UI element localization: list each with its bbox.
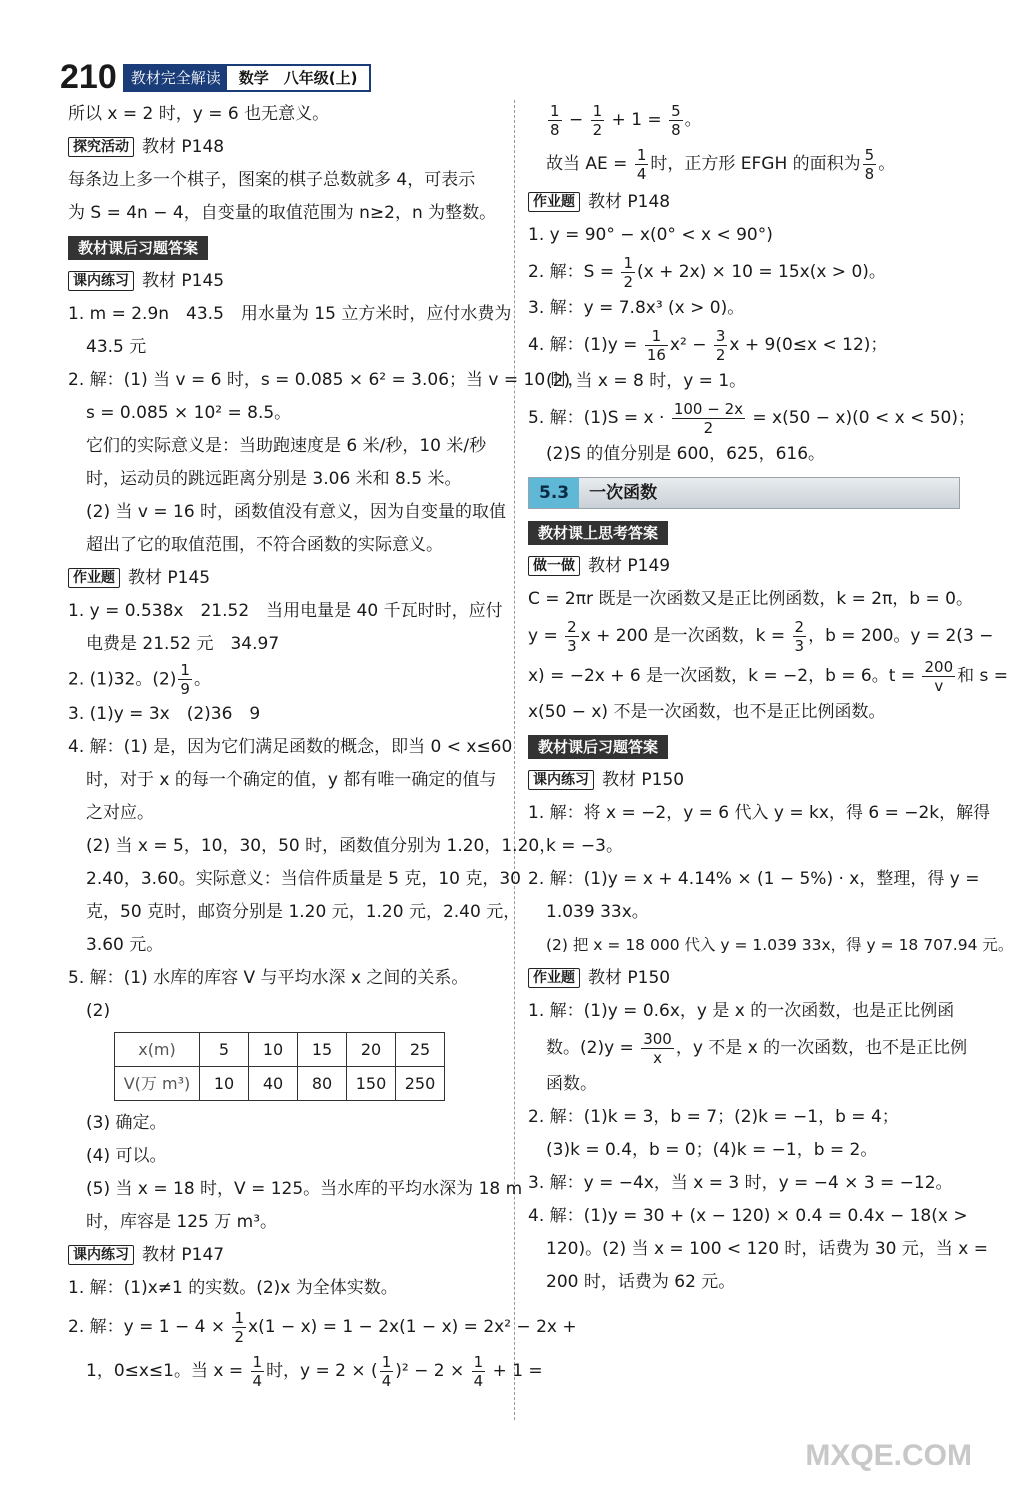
fraction: $\frac{1}{4}$ <box>636 145 647 183</box>
text-line: 1. 解：(1)y = 0.6x，y 是 x 的一次函数，也是正比例函 <box>528 1001 955 1021</box>
textbook-ref: 教材 P148 <box>588 192 671 212</box>
section-band: 教材课后习题答案 <box>528 735 668 759</box>
fraction: $\frac{1}{2}$ <box>592 101 603 139</box>
text-line: 2.40，3.60。实际意义：当信件质量是 5 克，10 克，30 <box>86 869 521 889</box>
text-line: 为 S = 4n − 4，自变量的取值范围为 n≥2，n 为整数。 <box>68 203 497 223</box>
textbook-ref: 教材 P150 <box>602 770 685 790</box>
right-column <box>528 98 1013 1299</box>
text-line: C = 2πr 既是一次函数又是正比例函数，k = 2π，b = 0。 <box>528 589 973 609</box>
column-divider <box>514 100 515 1420</box>
text-line: 1. 解：(1)x≠1 的实数。(2)x 为全体实数。 <box>68 1278 398 1298</box>
header-banner <box>123 64 372 92</box>
math-line: 5. 解：(1)S = x · $\frac{100 - 2x}{2}$ = x(50 − x)(0 < x < 50)； <box>528 399 975 437</box>
text-line: (2) <box>86 1001 111 1021</box>
table-row <box>115 1033 445 1067</box>
math-line: 故当 AE = $\frac{1}{4}$ 时，正方形 EFGH 的面积为 $\frac{5}{8}$ 。 <box>546 145 896 183</box>
fraction: $\frac{5}{8}$ <box>671 101 681 139</box>
table-cell: V(万 m³) <box>115 1067 200 1101</box>
text-line: 之对应。 <box>86 803 154 823</box>
text-line: 200 时，话费为 62 元。 <box>546 1272 736 1292</box>
section-tag: 课内练习 <box>528 770 594 790</box>
table-cell: 15 <box>298 1033 347 1067</box>
math-line: $\frac{1}{8}$ − $\frac{1}{2}$ + 1 = $\frac{5}{8}$ 。 <box>550 101 702 139</box>
text-line: 克，50 克时，邮资分别是 1.20 元，1.20 元，2.40 元， <box>86 902 521 922</box>
text-line: 电费是 21.52 元 34.97 <box>86 634 280 654</box>
text-line: 函数。 <box>546 1074 597 1094</box>
table-cell: 20 <box>347 1033 396 1067</box>
series-title: 教材完全解读 <box>125 66 227 90</box>
text-line: 2. 解：(1)k = 3，b = 7；(2)k = −1，b = 4； <box>528 1107 899 1127</box>
table-cell: 40 <box>249 1067 298 1101</box>
text-line: s = 0.085 × 10² = 8.5。 <box>86 403 292 423</box>
text-line: 所以 x = 2 时，y = 6 也无意义。 <box>68 104 330 124</box>
table-cell: 250 <box>396 1067 445 1101</box>
text-line: (5) 当 x = 18 时，V = 125。当水库的平均水深为 18 m <box>86 1179 523 1199</box>
section-header-bar <box>528 477 960 509</box>
text-line: 3. 解：y = 7.8x³ (x > 0)。 <box>528 298 745 318</box>
fraction: $\frac{1}{4}$ <box>473 1352 484 1390</box>
fraction: $\frac{100 - 2x}{2}$ <box>673 399 743 437</box>
math-line: 数。(2)y = $\frac{300}{x}$ ，y 不是 x 的一次函数，也不是正比例 <box>546 1029 968 1067</box>
text-line: 1. 解：将 x = −2，y = 6 代入 y = kx，得 6 = −2k，解得 <box>528 803 991 823</box>
textbook-ref: 教材 P145 <box>142 271 225 291</box>
fraction: $\frac{1}{4}$ <box>381 1352 392 1390</box>
text-line: (2) 当 v = 16 时，函数值没有意义，因为自变量的取值 <box>86 502 507 522</box>
math-line: 2. 解：S = $\frac{1}{2}$ (x + 2x) × 10 = 15x(x > 0)。 <box>528 253 886 291</box>
fraction: $\frac{1}{2}$ <box>623 253 634 291</box>
fraction: $\frac{3}{2}$ <box>715 326 726 364</box>
watermark: MXQE.COM <box>805 1439 972 1472</box>
math-line: 2. 解：y = 1 − 4 × $\frac{1}{2}$ x(1 − x) = 1 − 2x(1 − x) = 2x² − 2x + <box>68 1308 577 1346</box>
text-line: (2)S 的值分别是 600，625，616。 <box>546 444 826 464</box>
section-tag: 作业题 <box>528 968 580 988</box>
text-line: k = −3。 <box>546 836 623 856</box>
text-line: 时，对于 x 的每一个确定的值，y 都有唯一确定的值与 <box>86 770 497 790</box>
text-line: 120)。(2) 当 x = 100 < 120 时，话费为 30 元，当 x = <box>546 1239 988 1259</box>
fraction: $\frac{5}{8}$ <box>864 145 875 183</box>
section-tag: 作业题 <box>528 192 580 212</box>
fraction: $\frac{1}{9}$ <box>180 661 190 698</box>
fraction: $\frac{200}{v}$ <box>924 657 954 695</box>
table-cell: 5 <box>200 1033 249 1067</box>
section-tag: 探究活动 <box>68 137 134 157</box>
text-line: 3.60 元。 <box>86 935 164 955</box>
textbook-ref: 教材 P148 <box>142 137 225 157</box>
section-tag: 课内练习 <box>68 271 134 291</box>
text-line: 1. y = 0.538x 21.52 当用电量是 40 千瓦时时，应付 <box>68 601 503 621</box>
section-title: 一次函数 <box>589 482 658 503</box>
text-line: (4) 可以。 <box>86 1146 167 1166</box>
table-cell: 10 <box>200 1067 249 1101</box>
text-line: 2. 解：(1) 当 v = 6 时，s = 0.085 × 6² = 3.06；当 v = 10 时， <box>68 370 585 390</box>
textbook-ref: 教材 P145 <box>128 568 211 588</box>
textbook-ref: 教材 P150 <box>588 968 671 988</box>
text-line: 每条边上多一个棋子，图案的棋子总数就多 4，可表示 <box>68 170 476 190</box>
value-table <box>114 1032 445 1101</box>
text-line: 超出了它的取值范围，不符合函数的实际意义。 <box>86 535 443 555</box>
table-cell: 80 <box>298 1067 347 1101</box>
fraction: $\frac{2}{3}$ <box>794 617 805 655</box>
text-line: 4. 解：(1) 是，因为它们满足函数的概念，即当 0 < x≤60 <box>68 737 513 757</box>
table-cell: x(m) <box>115 1033 200 1067</box>
text-line: 1. m = 2.9n 43.5 用水量为 15 立方米时，应付水费为 <box>68 304 512 324</box>
text-line: 1. y = 90° − x(0° < x < 90°) <box>528 225 773 245</box>
text-line: 1.039 33x。 <box>546 902 649 922</box>
text-line: 3. (1)y = 3x (2)36 9 <box>68 704 261 724</box>
textbook-ref: 教材 P147 <box>142 1245 225 1265</box>
math-line: 4. 解：(1)y = $\frac{1}{16}$ x² − $\frac{3}{2}$ x + 9(0≤x < 12)； <box>528 326 888 364</box>
text-line: (2) 把 x = 18 000 代入 y = 1.039 33x，得 y = 18 707.94 元。 <box>546 936 1013 954</box>
page-header <box>60 58 371 96</box>
text-line: 它们的实际意义是：当助跑速度是 6 米/秒，10 米/秒 <box>86 436 487 456</box>
fraction: $\frac{1}{4}$ <box>252 1352 263 1390</box>
math-line: 1，0≤x≤1。当 x = $\frac{1}{4}$ 时，y = 2 × ( $\frac{1}{4}$ )² − 2 × $\frac{1}{4}$ + 1 = <box>86 1352 543 1390</box>
table-cell: 150 <box>347 1067 396 1101</box>
fraction: $\frac{1}{2}$ <box>234 1308 245 1346</box>
section-band: 教材课上思考答案 <box>528 521 668 545</box>
text-line: (3)k = 0.4，b = 0；(4)k = −1，b = 2。 <box>546 1140 878 1160</box>
fraction: $\frac{2}{3}$ <box>567 617 577 655</box>
text-line: 43.5 元 <box>86 337 147 357</box>
section-tag: 作业题 <box>68 568 120 588</box>
text-line: (3) 确定。 <box>86 1113 167 1133</box>
subject-title: 数学 八年级(上) <box>238 69 358 87</box>
section-band: 教材课后习题答案 <box>68 236 208 260</box>
math-line: 2. (1)32。(2) $\frac{1}{9}$ 。 <box>68 661 211 698</box>
fraction: $\frac{1}{8}$ <box>550 101 560 139</box>
table-cell: 25 <box>396 1033 445 1067</box>
text-line: x(50 − x) 不是一次函数，也不是正比例函数。 <box>528 702 886 722</box>
text-line: 2. 解：(1)y = x + 4.14% × (1 − 5%) · x，整理，得 y = <box>528 869 980 889</box>
math-line: y = $\frac{2}{3}$ x + 200 是一次函数，k = $\frac{2}{3}$ ，b = 200。y = 2(3 − <box>528 617 994 655</box>
section-tag: 课内练习 <box>68 1245 134 1265</box>
textbook-ref: 教材 P149 <box>588 556 671 576</box>
section-number: 5.3 <box>529 478 579 508</box>
text-line: 4. 解：(1)y = 30 + (x − 120) × 0.4 = 0.4x − 18(x > <box>528 1206 968 1226</box>
section-tag: 做一做 <box>528 556 580 576</box>
text-line: (2) 当 x = 8 时，y = 1。 <box>546 371 747 391</box>
text-line: (2) 当 x = 5，10，30，50 时，函数值分别为 1.20，1.20， <box>86 836 557 856</box>
table-cell: 10 <box>249 1033 298 1067</box>
text-line: 时，库容是 125 万 m³。 <box>86 1212 278 1232</box>
page-number: 210 <box>60 58 117 96</box>
text-line: 5. 解：(1) 水库的库容 V 与平均水深 x 之间的关系。 <box>68 968 469 988</box>
text-line: 时，运动员的跳远距离分别是 3.06 米和 8.5 米。 <box>86 469 462 489</box>
fraction: $\frac{1}{16}$ <box>646 326 666 364</box>
fraction: $\frac{300}{x}$ <box>643 1029 672 1067</box>
table-row <box>115 1067 445 1101</box>
text-line: 3. 解：y = −4x，当 x = 3 时，y = −4 × 3 = −12。 <box>528 1173 953 1193</box>
math-line: x) = −2x + 6 是一次函数，k = −2，b = 6。t = $\frac{200}{v}$ 和 s = <box>528 657 1009 695</box>
